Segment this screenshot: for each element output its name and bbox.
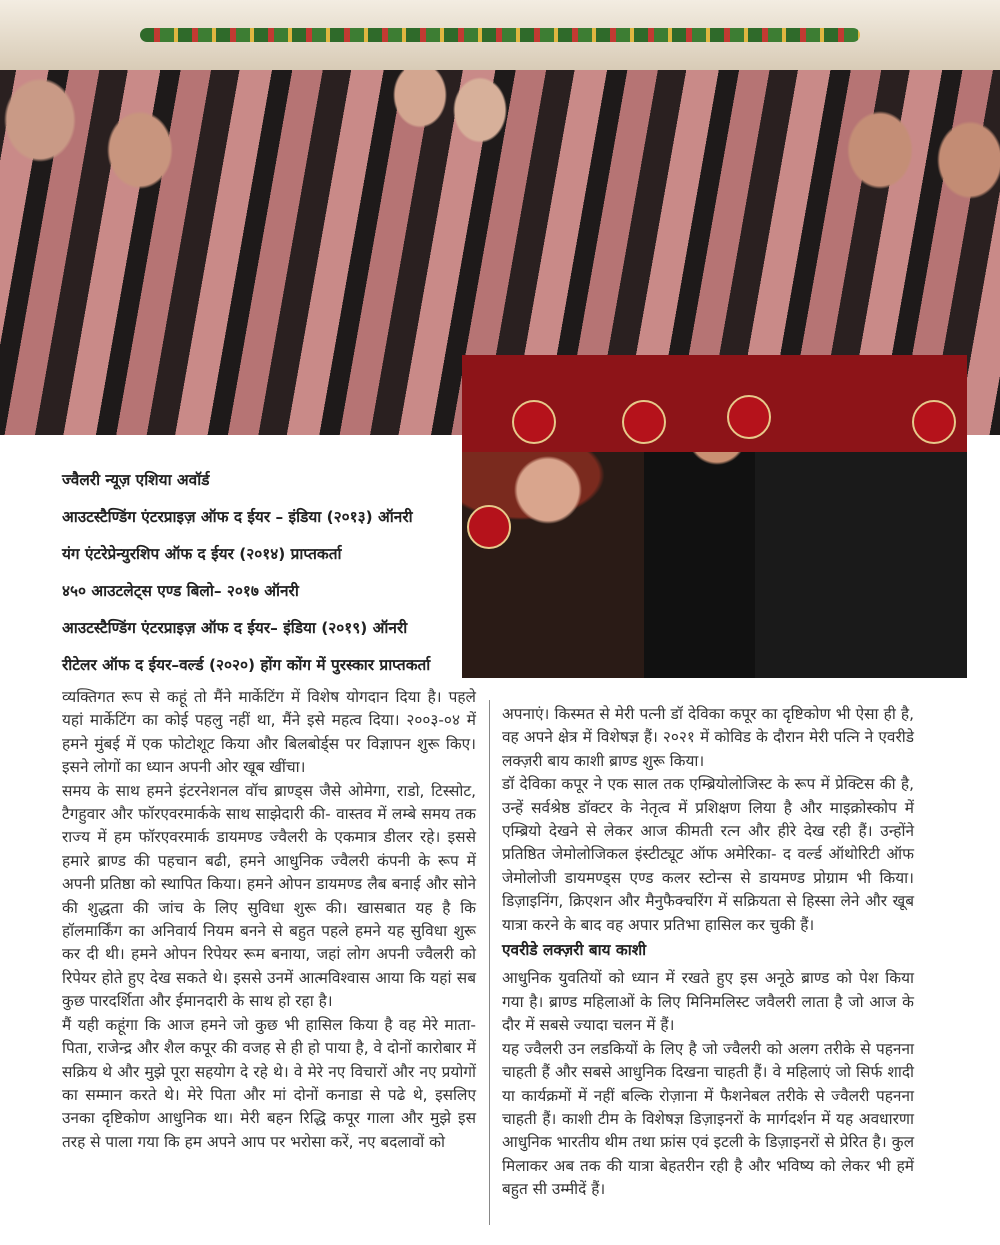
right-column	[502, 703, 914, 1202]
award-logo	[512, 400, 556, 444]
body-paragraph: यह ज्वैलरी उन लडकियों के लिए है जो ज्वैलरी को अलग तरीके से पहनना चाहती हैं और सबसे आधुनिक दिखना चाहती हैं। वे महिलाएं जो सिर्फ शादी या कार्यक्रमों में नहीं बल्कि रोज़ाना में फैशनेबल तरीके से ज्वैलरी पहनना चाहती हैं। काशी टीम के विशेषज्ञ डिज़ाइनरों के मार्गदर्शन में यह अवधारणा आधुनिक भारतीय थीम तथा फ्रांस एवं इटली के डिज़ाइनरों से प्रेरित है। कुल मिलाकर अब तक की यात्रा बेहतरीन रही है और भविष्य को लेकर भी हमें बहुत सी उम्मीदें हैं।	[502, 1039, 914, 1199]
award-logo	[727, 395, 771, 439]
award-ceremony-photo	[462, 355, 967, 678]
award-item: आउटस्टैण्डिंग एंटरप्राइज़ ऑफ द ईयर – इंडिया (२०१३) ऑनरी	[62, 508, 413, 526]
award-heading: ज्वैलरी न्यूज़ एशिया अवॉर्ड	[62, 471, 210, 489]
award-item: यंग एंटरेप्रेन्युरशिप ऑफ द ईयर (२०१४) प्राप्तकर्ता	[62, 545, 342, 563]
award-item: रीटेलर ऑफ द ईयर–वर्ल्ड (२०२०) होंग कोंग में पुरस्कार प्राप्तकर्ता	[62, 656, 431, 674]
body-paragraph: व्यक्तिगत रूप से कहूं तो मैंने मार्केटिंग में विशेष योगदान दिया है। पहले यहां मार्केटिंग का कोई पहलु नहीं था, मैंने इसे महत्व दिया। २००३-०४ में हमने मुंबई में एक फोटोशूट किया और बिलबोर्ड्स पर विज्ञापन शुरू किए। इसने लोगों का ध्यान अपनी ओर खूब खींचा।	[62, 688, 476, 777]
body-paragraph: मैं यही कहूंगा कि आज हमने जो कुछ भी हासिल किया है वह मेरे माता-पिता, राजेन्द्र और शैल कपूर की वजह से ही हो पाया है, वे दोनों कारोबार में सक्रिय थे और मुझे पूरा सहयोग दे रहे थे। वे मेरे नए विचारों और नए प्रयोगों का सम्मान करते थे। मेरे पिता और मां दोनों कनाडा से पढे थे, इसलिए उनका दृष्टिकोण आधुनिक था। मेरी बहन रिद्धि कपूर गाला और मुझे इस तरह से पाला गया कि हम अपने आप पर भरोसा करें, नए बदलावों को	[62, 1015, 476, 1151]
award-item: आउटस्टैण्डिंग एंटरप्राइज़ ऑफ द ईयर– इंडिया (२०१९) ऑनरी	[62, 619, 408, 637]
body-paragraph: आधुनिक युवतियों को ध्यान में रखते हुए इस अनूठे ब्राण्ड को पेश किया गया है। ब्राण्ड महिलाओं के लिए मिनिमलिस्ट जवैलरी लाता है जो आज के दौर में सबसे ज्यादा चलन में हैं।	[502, 969, 914, 1035]
left-column	[62, 468, 476, 1154]
award-logo	[912, 400, 956, 444]
award-item: ४५० आउटलेट्स एण्ड बिलो– २०१७ ऑनरी	[62, 582, 299, 600]
body-paragraph: डॉ देविका कपूर ने एक साल तक एम्ब्रियोलोजिस्ट के रूप में प्रेक्टिस की है, उन्हें सर्वश्रेष्ठ डॉक्टर के नेतृत्व में प्रशिक्षण लिया है और माइक्रोस्कोप में एम्ब्रियो देखने से लेकर आज कीमती रत्न और हीरे देख रही हैं। उन्होंने प्रतिष्ठित जेमोलोजिकल इंस्टीट्यूट ऑफ अमेरिका- द वर्ल्ड ऑथोरिटी ऑफ जेमोलोजी डायमण्ड्स एण्ड कलर स्टोन्स से डायमण्ड प्रोग्राम भी किया। डिज़ाइनिंग, क्रिएशन और मैनुफैक्चरिंग में सक्रियता से हिस्सा लेने और खूब यात्रा करने के बाद वह अपार प्रतिभा हासिल कर चुकी हैं।	[502, 775, 914, 934]
body-paragraph: अपनाएं। किस्मत से मेरी पत्नी डॉ देविका कपूर का दृष्टिकोण भी ऐसा ही है, वह अपने क्षेत्र में विशेषज्ञ हैं। २०२१ में कोविड के दौरान मेरी पत्नि ने एवरीडे लक्ज़री बाय काशी ब्राण्ड शुरू किया।	[502, 705, 914, 770]
body-paragraph: समय के साथ हमने इंटरनेशनल वॉच ब्राण्ड्स जैसे ओमेगा, राडो, टिस्सोट, टैगहुवार और फॉरएवरमार्कके साथ साझेदारी की- वास्तव में लम्बे समय तक राज्य में हम फॉरएवरमार्क डायमण्ड ज्वैलरी के एकमात्र डीलर रहे। इससे हमारे ब्राण्ड की पहचान बढी, हमने आधुनिक ज्वैलरी कंपनी के रूप में अपनी प्रतिष्ठा को स्थापित किया। हमने ओपन डायमण्ड लैब बनाई और सोने की शुद्धता की जांच के लिए सुविधा शुरू की। खासबात यह है कि हॉलमार्किंग का अनिवार्य नियम बनने से बहुत पहले हमने यह सुविधा शुरू कर दी थी। हमने ओपन रिपेयर रूम बनाया, जहां लोग अपनी ज्वैलरी को रिपेयर होते हुए देख सकते थे। इससे उनमें आत्मविश्वास आया कि यहां सब कुछ पारदर्शिता और ईमानदारी के साथ हो रहा है।	[62, 781, 476, 1011]
column-divider	[489, 700, 490, 1225]
section-subheading: एवरीडे लक्ज़री बाय काशी	[502, 941, 647, 960]
award-logo	[622, 400, 666, 444]
flower-garland	[140, 28, 860, 42]
